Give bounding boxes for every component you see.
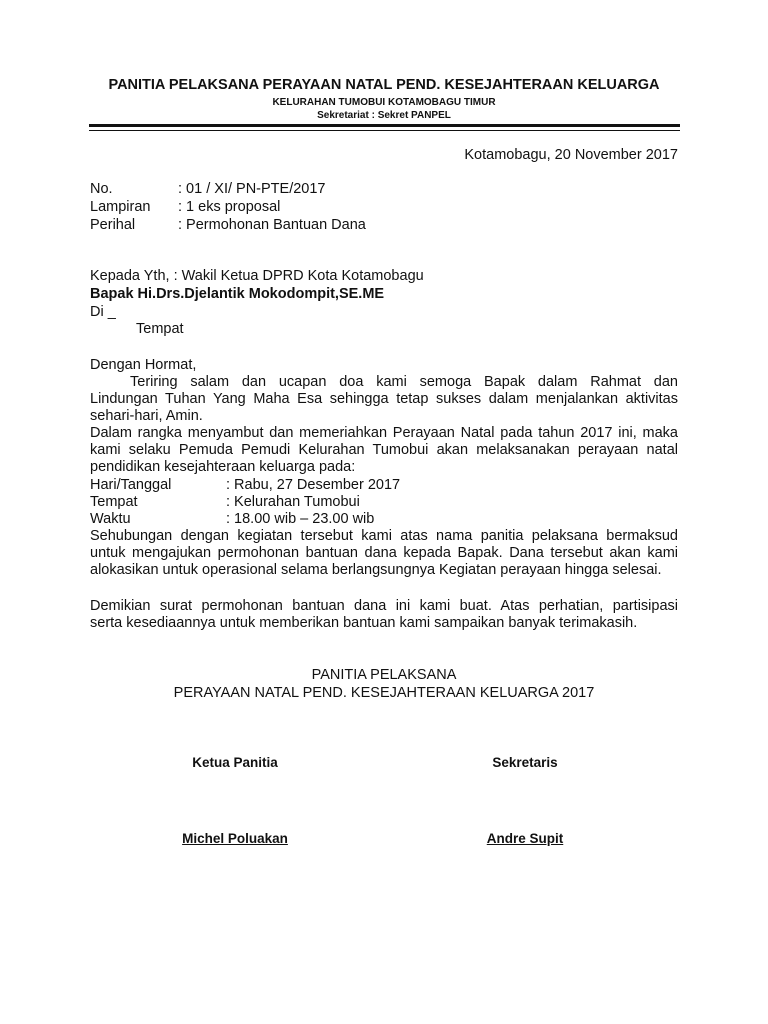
recipient-di: Di _: [90, 304, 116, 320]
paragraph-line: alokasikan untuk operasional selama berlangsungnya Kegiatan perayaan hingga selesai.: [90, 562, 662, 578]
paragraph-line: untuk mengajukan permohonan bantuan dana kepada Bapak. Dana tersebut akan kami: [90, 545, 678, 561]
lampiran-label: Lampiran: [90, 199, 151, 215]
perihal-label: Perihal: [90, 217, 136, 233]
paragraph-purpose: [90, 425, 678, 476]
paragraph-line: pendidikan kesejahteraan keluarga pada:: [90, 459, 356, 475]
paragraph-line: Sehubungan dengan kegiatan tersebut kami atas nama panitia pelaksana bermaksud: [90, 528, 678, 544]
event-place-value: : Kelurahan Tumobui: [226, 494, 360, 510]
paragraph-line: sehari-hari, Amin.: [90, 408, 203, 424]
paragraph-opening: [90, 374, 678, 425]
event-time-value: : 18.00 wib – 23.00 wib: [226, 511, 375, 527]
event-time-label: Waktu: [90, 511, 131, 527]
chair-name: Michel Poluakan: [182, 831, 288, 846]
secretary-title: Sekretaris: [492, 755, 558, 770]
letterhead-secretariat: Sekretariat : Sekret PANPEL: [317, 110, 451, 121]
letter-date: Kotamobagu, 20 November 2017: [464, 147, 678, 163]
no-value: : 01 / XI/ PN-PTE/2017: [178, 181, 326, 197]
secretary-name: Andre Supit: [486, 831, 564, 846]
lampiran-value: : 1 eks proposal: [178, 199, 281, 215]
paragraph-line: Demikian surat permohonan bantuan dana ini kami buat. Atas perhatian, partisipasi: [90, 598, 678, 614]
committee-title: PANITIA PELAKSANA: [311, 667, 457, 683]
no-label: No.: [90, 181, 113, 197]
paragraph-line: Lindungan Tuhan Yang Maha Esa sehingga tetap sukses dalam menjalankan aktivitas: [90, 391, 678, 407]
letterhead-rule-thin: [89, 130, 680, 131]
event-place-label: Tempat: [90, 494, 138, 510]
event-day-value: : Rabu, 27 Desember 2017: [226, 477, 401, 493]
chair-title: Ketua Panitia: [192, 755, 278, 770]
letterhead-title: PANITIA PELAKSANA PERAYAAN NATAL PEND. KESEJAHTERAAN KELUARGA: [108, 77, 660, 93]
committee-event: PERAYAAN NATAL PEND. KESEJAHTERAAN KELUARGA 2017: [173, 685, 595, 701]
paragraph-line: serta kesediaannya untuk memberikan bantuan kami sampaikan banyak terimakasih.: [90, 615, 638, 631]
paragraph-line: Dalam rangka menyambut dan memeriahkan Perayaan Natal pada tahun 2017 ini, maka: [90, 425, 678, 441]
recipient-name: Bapak Hi.Drs.Djelantik Mokodompit,SE.ME: [90, 286, 385, 302]
event-day-label: Hari/Tanggal: [90, 477, 172, 493]
paragraph-line: Teriring salam dan ucapan doa kami semoga Bapak dalam Rahmat dan: [130, 374, 678, 390]
perihal-value: : Permohonan Bantuan Dana: [178, 217, 366, 233]
greeting: Dengan Hormat,: [90, 357, 197, 373]
recipient-line: Kepada Yth, : Wakil Ketua DPRD Kota Kotamobagu: [90, 268, 424, 284]
paragraph-line: kami selaku Pemuda Pemudi Kelurahan Tumobui akan melaksanakan perayaan natal: [90, 442, 678, 458]
paragraph-request: [90, 528, 678, 579]
paragraph-closing: [90, 598, 678, 632]
letterhead-rule-thick: [89, 124, 680, 127]
recipient-tempat: Tempat: [136, 321, 184, 337]
letterhead-subtitle: KELURAHAN TUMOBUI KOTAMOBAGU TIMUR: [272, 97, 496, 108]
